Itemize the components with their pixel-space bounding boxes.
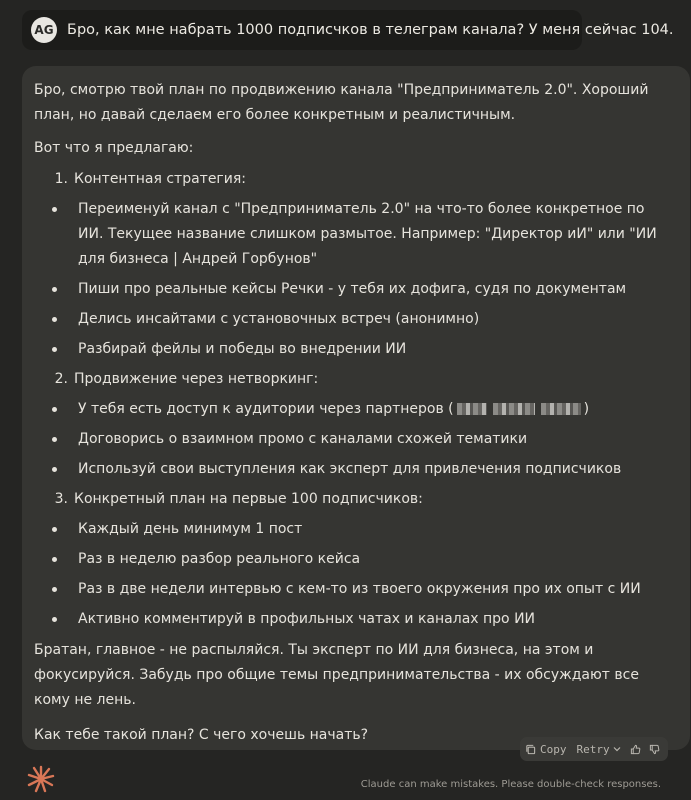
copy-button[interactable]: Copy — [520, 743, 572, 756]
closing-question: Как тебе такой план? С чего хочешь начать? — [34, 727, 369, 743]
thumbs-down-icon — [649, 744, 660, 755]
claude-spark-icon — [26, 764, 56, 794]
section-heading: 3. Конкретный план на первые 100 подписчиков: — [54, 491, 423, 507]
thumbs-up-icon — [630, 744, 641, 755]
list-item: Раз в неделю разбор реального кейса — [34, 547, 674, 572]
list-item: Делись инсайтами с установочных встреч (анонимно) — [34, 307, 674, 332]
list-item: Каждый день минимум 1 пост — [34, 517, 674, 542]
assistant-response-body — [34, 78, 674, 748]
outro-paragraph: Братан, главное - не распыляйся. Ты эксперт по ИИ для бизнеса, на этом и фокусируйся. Забудь про общие темы предпринимательства - их обсуждают все кому не лень. — [34, 642, 639, 708]
redacted-text — [493, 403, 535, 415]
user-message — [22, 10, 674, 50]
user-message-text: Бро, как мне набрать 1000 подписчков в телеграм канала? У меня сейчас 104. — [67, 22, 674, 38]
message-actions — [520, 737, 668, 761]
list-item: У тебя есть доступ к аудитории через партнеров ( ) — [34, 397, 674, 422]
assistant-response — [22, 66, 690, 750]
chevron-down-icon — [613, 745, 621, 753]
retry-button[interactable]: Retry — [572, 743, 626, 756]
section-heading: 1. Контентная стратегия: — [54, 171, 247, 187]
copy-icon — [525, 744, 536, 755]
thumbs-down-button[interactable] — [645, 744, 664, 755]
list-item: Используй свои выступления как эксперт для привлечения подписчиков — [34, 457, 674, 482]
redacted-text — [457, 403, 487, 415]
list-item: Раз в две недели интервью с кем-то из твоего окружения про их опыт с ИИ — [34, 577, 674, 602]
thumbs-up-button[interactable] — [626, 744, 645, 755]
user-avatar: AG — [31, 17, 57, 43]
list-item: Договорись о взаимном промо с каналами схожей тематики — [34, 427, 674, 452]
intro-paragraph: Бро, смотрю твой план по продвижению канала "Предприниматель 2.0". Хороший план, но давай сделаем его более конкретным и реалистичным. — [34, 82, 649, 123]
section-heading: 2. Продвижение через нетворкинг: — [54, 371, 319, 387]
list-item: Активно комментируй в профильных чатах и каналах про ИИ — [34, 607, 674, 632]
list-item: Пиши про реальные кейсы Речки - у тебя их дофига, судя по документам — [34, 277, 674, 302]
lead-line: Вот что я предлагаю: — [34, 140, 194, 156]
redacted-text — [541, 403, 581, 415]
list-item: Переименуй канал с "Предприниматель 2.0" на что-то более конкретное по ИИ. Текущее название слишком размытое. Например: "Директор иИ" или "ИИ для бизнеса | Андрей Горбунов" — [34, 197, 674, 272]
list-item: Разбирай фейлы и победы во внедрении ИИ — [34, 337, 674, 362]
disclaimer-text: Claude can make mistakes. Please double-check responses. — [360, 779, 661, 790]
